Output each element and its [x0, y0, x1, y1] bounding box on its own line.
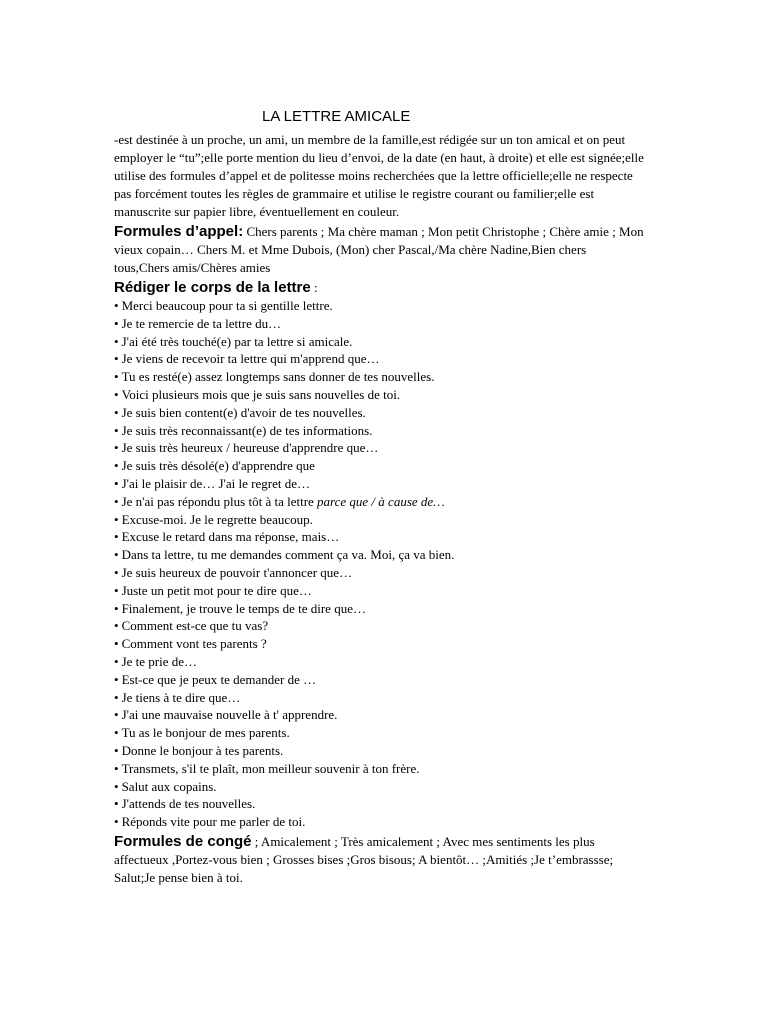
list-item: • J'ai été très touché(e) par ta lettre si amicale.: [114, 333, 353, 349]
bullet-icon: •: [114, 618, 119, 634]
list-item: • Je suis heureux de pouvoir t'annoncer que…: [114, 564, 353, 580]
list-item: • Excuse-moi. Je le regrette beaucoup.: [114, 511, 313, 527]
conge-heading: Formules de congé: [114, 832, 252, 850]
bullet-icon: •: [114, 725, 119, 741]
bullet-icon: •: [114, 600, 119, 616]
bullet-icon: •: [114, 369, 119, 385]
bullet-icon: •: [114, 351, 119, 367]
bullet-icon: •: [114, 671, 119, 687]
list-item: • Transmets, s'il te plaît, mon meilleur souvenir à ton frère.: [114, 760, 420, 776]
bullet-icon: •: [114, 760, 119, 776]
bullet-icon: •: [114, 475, 119, 491]
list-item: • Je suis très reconnaissant(e) de tes informations.: [114, 422, 373, 438]
list-item: • Je suis très désolé(e) d'apprendre que: [114, 458, 315, 474]
bullet-icon: •: [114, 315, 119, 331]
list-item: • Je te remercie de ta lettre du…: [114, 315, 282, 331]
bullet-icon: •: [114, 653, 119, 669]
list-item: • Est-ce que je peux te demander de …: [114, 671, 317, 687]
corps-list: [114, 297, 644, 831]
list-item: • J'ai le plaisir de… J'ai le regret de…: [114, 475, 310, 491]
list-item: • J'attends de tes nouvelles.: [114, 796, 256, 812]
document-title: LA LETTRE AMICALE: [262, 108, 411, 125]
list-item: • Dans ta lettre, tu me demandes comment ça va. Moi, ça va bien.: [114, 547, 455, 563]
list-item: • Je tiens à te dire que…: [114, 689, 241, 705]
bullet-icon: •: [114, 511, 119, 527]
corps-heading-suffix: :: [310, 280, 318, 295]
bullet-icon: •: [114, 404, 119, 420]
list-item: • Je suis très heureux / heureuse d'apprendre que…: [114, 440, 379, 456]
bullet-icon: •: [114, 458, 119, 474]
bullet-icon: •: [114, 814, 119, 830]
bullet-icon: •: [114, 636, 119, 652]
list-item: • Je n'ai pas répondu plus tôt à ta lettre parce que / à cause de…: [114, 493, 445, 509]
appel-heading: Formules d’appel:: [114, 223, 244, 240]
conge-section: [114, 833, 644, 887]
corps-heading: Rédiger le corps de la lettre: [114, 279, 311, 296]
list-item: • Merci beaucoup pour ta si gentille lettre.: [114, 298, 333, 313]
document-page: [114, 108, 644, 887]
bullet-icon: •: [114, 529, 119, 545]
bullet-icon: •: [114, 493, 119, 509]
bullet-icon: •: [114, 547, 119, 563]
list-item: • Je viens de recevoir ta lettre qui m'apprend que…: [114, 351, 380, 367]
intro-paragraph: -est destinée à un proche, un ami, un membre de la famille,est rédigée sur un ton amical et on peut employer le “tu”;elle porte mention du lieu d’envoi, de la date (en haut, à droite) et elle est signée;elle utilise des formules d’appel et de politesse moins recherchées que la lettre officielle;elle ne respecte pas forcément toutes les règles de grammaire et utilise le registre courant ou familier;elle est manuscrite sur papier libre, éventuellement en couleur.: [114, 132, 644, 219]
bullet-icon: •: [114, 422, 119, 438]
bullet-icon: •: [114, 298, 119, 313]
bullet-icon: •: [114, 440, 119, 456]
list-item: • Excuse le retard dans ma réponse, mais…: [114, 529, 340, 545]
list-item: • Je te prie de…: [114, 653, 198, 669]
corps-section: [114, 279, 644, 831]
bullet-icon: •: [114, 778, 119, 794]
bullet-icon: •: [114, 742, 119, 758]
bullet-icon: •: [114, 796, 119, 812]
list-item: • Comment est-ce que tu vas?: [114, 618, 269, 634]
list-item: • Voici plusieurs mois que je suis sans nouvelles de toi.: [114, 386, 401, 402]
list-item: • Finalement, je trouve le temps de te dire que…: [114, 600, 366, 616]
list-item: • Réponds vite pour me parler de toi.: [114, 814, 306, 830]
appel-section: [114, 223, 644, 277]
appel-text: Chers parents ; Ma chère maman ; Mon petit Christophe ; Chère amie ; Mon vieux copain… Chers M. et Mme Dubois, (Mon) cher Pascal,/Ma chère Nadine,Bien chers tous,Chers amis/Chères amies: [114, 224, 644, 275]
bullet-icon: •: [114, 386, 119, 402]
list-item: • Comment vont tes parents ?: [114, 636, 267, 652]
list-item: • J'ai une mauvaise nouvelle à t' apprendre.: [114, 707, 338, 723]
conge-text: ; Amicalement ; Très amicalement ; Avec mes sentiments les plus affectueux ,Portez-vous bien ; Grosses bises ;Gros bisous; A bientôt… ;Amitiés ;Je t’embrassse; Salut;Je pense bien à toi.: [114, 833, 614, 885]
list-item: • Juste un petit mot pour te dire que…: [114, 582, 312, 598]
list-item: • Je suis bien content(e) d'avoir de tes nouvelles.: [114, 404, 366, 420]
bullet-icon: •: [114, 582, 119, 598]
bullet-icon: •: [114, 333, 119, 349]
list-item: • Tu es resté(e) assez longtemps sans donner de tes nouvelles.: [114, 369, 435, 385]
list-item: • Donne le bonjour à tes parents.: [114, 742, 284, 758]
list-item: • Tu as le bonjour de mes parents.: [114, 725, 290, 741]
bullet-icon: •: [114, 564, 119, 580]
list-item: • Salut aux copains.: [114, 778, 217, 794]
bullet-icon: •: [114, 707, 119, 723]
bullet-icon: •: [114, 689, 119, 705]
